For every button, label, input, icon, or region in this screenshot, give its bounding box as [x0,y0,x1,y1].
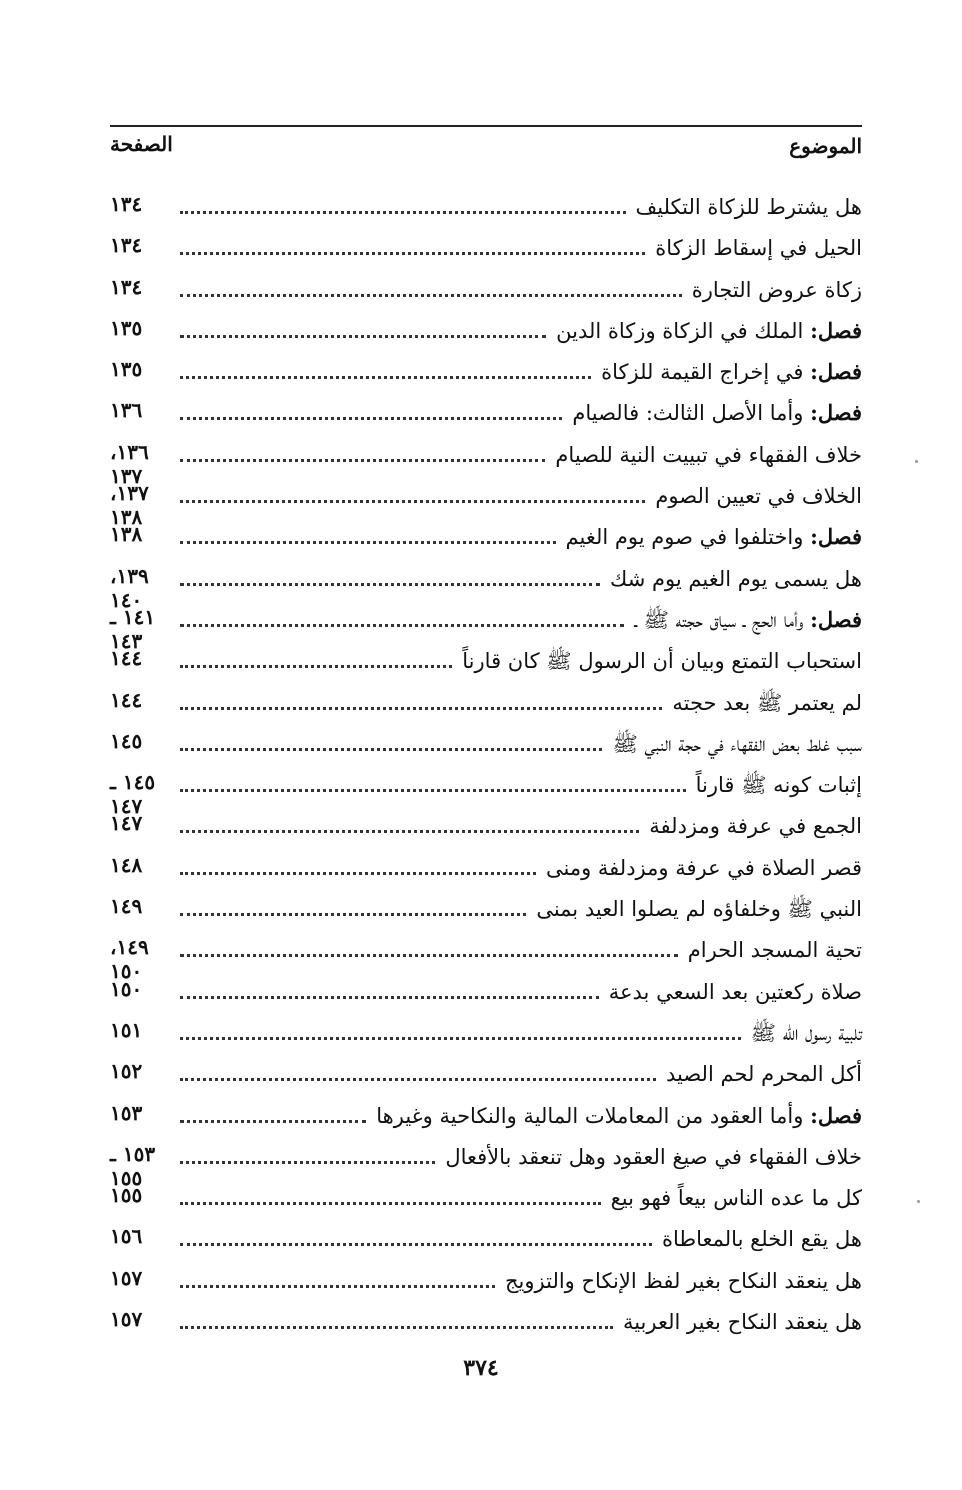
toc-entry-line [180,682,862,718]
toc-entry-page: ١٥٠ [110,976,143,1001]
toc-entry [110,186,862,227]
toc-entry-line [180,186,862,222]
toc-entry-title [556,522,862,552]
toc-entry [110,640,862,681]
toc-entry-page: ١٣٤ [110,192,143,216]
dot-leader [180,789,686,792]
toc-entry-line [180,558,862,594]
toc-entry-text: وأما الحج ـ سياق حجته ﷺ ـ [634,607,804,632]
dot-leader [180,294,682,297]
toc-entry-text: النبي ﷺ وخلفاؤه لم يصلوا العيد بمنى [536,897,862,922]
toc-entry-page: ١٤٩، ١٥٠ [110,935,149,984]
toc-entry-text: زكاة عروض التجارة [691,277,862,302]
toc-entry-page: ١٤٨ [110,852,143,877]
dot-leader [180,996,599,999]
toc-entry [110,682,862,723]
toc-entry-line [180,888,862,924]
toc-entry-page: ١٥١ [110,1017,143,1042]
toc-entry-title [741,1018,862,1048]
toc-entry-prefix: فصل: [810,524,862,550]
toc-entry-line [180,1218,862,1254]
toc-entry-line [180,1177,862,1213]
toc-entry-title [562,398,862,428]
paper-speck [915,460,918,463]
toc-entry-title [600,564,862,594]
toc-entry-page: ١٤٥ ـ ١٤٧ [110,770,156,819]
toc-entry-page: ١٤٩ [110,894,143,919]
toc-entry-line [180,599,862,635]
toc-entry-prefix: فصل: [810,317,862,343]
toc-entry-line [180,392,862,428]
toc-entry [110,1218,862,1259]
toc-entry-title [652,1224,862,1254]
toc-entry-text: أكل المحرم لحم الصيد [665,1062,862,1087]
toc-entry-title [601,1183,862,1213]
toc-entry-text: تحية المسجد الحرام [687,938,862,963]
toc-entry [110,558,862,612]
toc-entry-page: ١٤١ ـ ١٤٣ [110,604,156,653]
toc-entry-line [180,1012,862,1048]
toc-entry-title [435,1142,862,1172]
toc-entry-text: الخلاف في تعيين الصوم [655,484,862,509]
toc-entry-page: ١٣٥ [110,357,143,382]
toc-entry-text: صلاة ركعتين بعد السعي بدعة [608,979,862,1004]
toc-entry-line [180,310,862,346]
dot-leader [180,541,556,544]
toc-entry-prefix: فصل: [810,606,862,632]
toc-entry-line [180,269,862,305]
toc-entry-page: ١٥٢ [110,1059,143,1084]
toc-entry [110,434,862,488]
topic-column-label: الموضوع [789,134,862,158]
toc-entry-text: لم يعتمر ﷺ بعد حجته [672,690,862,715]
toc-entry-page: ١٥٣ ـ ١٥٥ [110,1141,156,1190]
toc-entry-title [591,357,862,387]
dot-leader [180,583,600,586]
dot-leader [180,913,526,916]
dot-leader [180,376,591,379]
toc-entry [110,1301,862,1342]
toc-entry-line [180,516,862,552]
toc-entry-text: هل يسمى يوم الغيم يوم شك [610,566,862,591]
toc-entry-text: كل ما عده الناس بيعاً فهو بيع [610,1186,862,1211]
toc-entry [110,929,862,984]
toc-entry-prefix: فصل: [810,400,862,426]
toc-entry-page: ١٣٤ [110,274,143,299]
toc-entry-text: إثبات كونه ﷺ قارناً [695,773,862,798]
dot-leader [180,252,645,255]
toc-entry-line [180,723,862,759]
dot-leader [180,1326,613,1329]
toc-entry-title [536,853,862,883]
toc-entry-page: ١٣٧، ١٣٨ [110,481,149,530]
dot-leader [180,500,645,503]
toc-entry-line [180,1301,862,1337]
toc-entry-title [526,894,862,924]
dot-leader [180,1243,652,1246]
toc-entry-text: هل ينعقد النكاح بغير العربية [622,1310,862,1335]
toc-entry-page: ١٣٨ [110,522,143,547]
toc-entry [110,847,862,888]
toc-entry-line [180,805,862,841]
toc-entry [110,1177,862,1218]
toc-entry-line [180,1053,862,1089]
dot-leader [180,335,546,338]
toc-entry-page: ١٣٩، ١٤٠ [110,563,149,612]
toc-entry-title [678,935,862,965]
toc-entry-title [656,1059,862,1089]
toc-entry [110,516,862,557]
toc-entry-title [662,688,862,718]
dot-leader [180,830,639,833]
dot-leader [180,211,626,214]
dot-leader [180,1202,601,1205]
toc-entry [110,888,862,929]
toc-entry [110,1053,862,1094]
toc-entry-title [613,1307,862,1337]
toc-entry-page: ١٤٧ [110,811,143,836]
toc-entry-line [180,1136,862,1172]
toc-entry-text: في إخراج القيمة للزكاة [601,360,804,385]
toc-entry [110,723,862,764]
dot-leader [180,954,678,957]
toc-entry-page: ١٥٥ [110,1183,143,1208]
header-rule [110,125,862,127]
toc-entry-title [626,192,862,222]
toc-entry [110,805,862,846]
page-number: ٣٧٤ [463,1355,499,1381]
toc-entry [110,599,862,653]
toc-entry-line [180,764,862,800]
toc-entry-page: ١٣٦، ١٣٧ [110,439,149,488]
toc-entry-title [495,1266,862,1296]
dot-leader [180,707,662,710]
toc-entry-text: الحيل في إسقاط الزكاة [655,236,862,261]
toc-entry [110,269,862,310]
toc-entry [110,764,862,819]
dot-leader [180,1120,366,1123]
toc-entry [110,971,862,1012]
toc-entry-line [180,929,862,965]
toc-entry-text: وأما الأصل الثالث: فالصيام [572,401,804,426]
toc-header [110,128,862,172]
toc-entry-page: ١٣٥ [110,315,143,340]
toc-entry-title [624,605,862,635]
toc-entry-text: هل يقع الخلع بالمعاطاة [662,1227,862,1252]
toc-entry-line [180,1260,862,1296]
toc-entry-page: ١٣٤ [110,233,143,258]
toc-entry [110,392,862,433]
toc-entry-title [602,729,862,759]
toc-entry-title [645,233,862,263]
toc-entry-prefix: فصل: [810,359,862,385]
toc-entry [110,1095,862,1136]
dot-leader [180,1285,495,1288]
toc-entry-line [180,434,862,470]
toc-entry-title [686,770,862,800]
toc-entry [110,310,862,351]
toc-entry-title [366,1101,862,1131]
toc-entry [110,1136,862,1190]
toc-entry-page: ١٤٤ [110,687,143,712]
toc-entry-page: ١٤٤ [110,646,143,671]
toc-entry-page: ١٥٧ [110,1307,143,1332]
toc-entry-text: وأما العقود من المعاملات المالية والنكاحية وغيرها [376,1103,804,1128]
toc-entry-text: هل يشترط للزكاة التكليف [635,195,862,219]
toc-entry-text: واختلفوا في صوم يوم الغيم [565,525,804,550]
toc-entry-text: هل ينعقد النكاح بغير لفظ الإنكاح والتزويج [504,1268,862,1293]
toc-entry-line [180,640,862,676]
toc-entry-line [180,351,862,387]
toc-entry-text: استحباب التمتع وبيان أن الرسول ﷺ كان قارناً [462,649,862,674]
dot-leader [180,1078,656,1081]
toc-list [110,186,862,1342]
toc-entry [110,475,862,530]
toc-entry-title [452,646,862,676]
toc-entry-title [546,316,862,346]
toc-entry-line [180,1095,862,1131]
toc-entry-line [180,971,862,1007]
toc-entry-title [645,481,862,511]
toc-entry-page: ١٤٥ [110,728,143,753]
toc-entry-title [599,977,862,1007]
toc-entry-text: خلاف الفقهاء في صيغ العقود وهل تنعقد بالأفعال [445,1144,862,1169]
toc-entry-page: ١٣٦ [110,398,143,423]
toc-entry-text: قصر الصلاة في عرفة ومزدلفة ومنى [546,855,862,880]
dot-leader [180,624,624,627]
toc-entry [110,1012,862,1053]
toc-entry-text: خلاف الفقهاء في تبييت النية للصيام [555,442,862,467]
dot-leader [180,872,536,875]
toc-entry [110,227,862,268]
toc-entry-page: ١٥٧ [110,1265,143,1290]
toc-entry-text: تلبية رسول الله ﷺ [750,1020,862,1045]
toc-entry-text: الملك في الزكاة وزكاة الدين [556,318,804,343]
dot-leader [180,459,545,462]
dot-leader [180,665,452,668]
toc-entry [110,1260,862,1301]
dot-leader [180,1161,435,1164]
page-column-label: الصفحة [110,132,173,156]
toc-entry-line [180,227,862,263]
toc-entry-line [180,847,862,883]
toc-entry-title [639,811,862,841]
toc-entry-title [545,440,862,470]
toc-entry [110,351,862,392]
toc-entry-page: ١٥٣ [110,1100,143,1125]
dot-leader [180,748,602,751]
toc-entry-prefix: فصل: [810,1102,862,1128]
toc-entry-text: سبب غلط بعض الفقهاء في حجة النبي ﷺ [612,731,862,756]
paper-speck [917,1200,920,1203]
toc-entry-text: الجمع في عرفة ومزدلفة [649,814,862,839]
toc-entry-page: ١٥٦ [110,1224,143,1249]
toc-entry-line [180,475,862,511]
dot-leader [180,1037,741,1040]
toc-entry-title [682,275,862,305]
dot-leader [180,417,562,420]
